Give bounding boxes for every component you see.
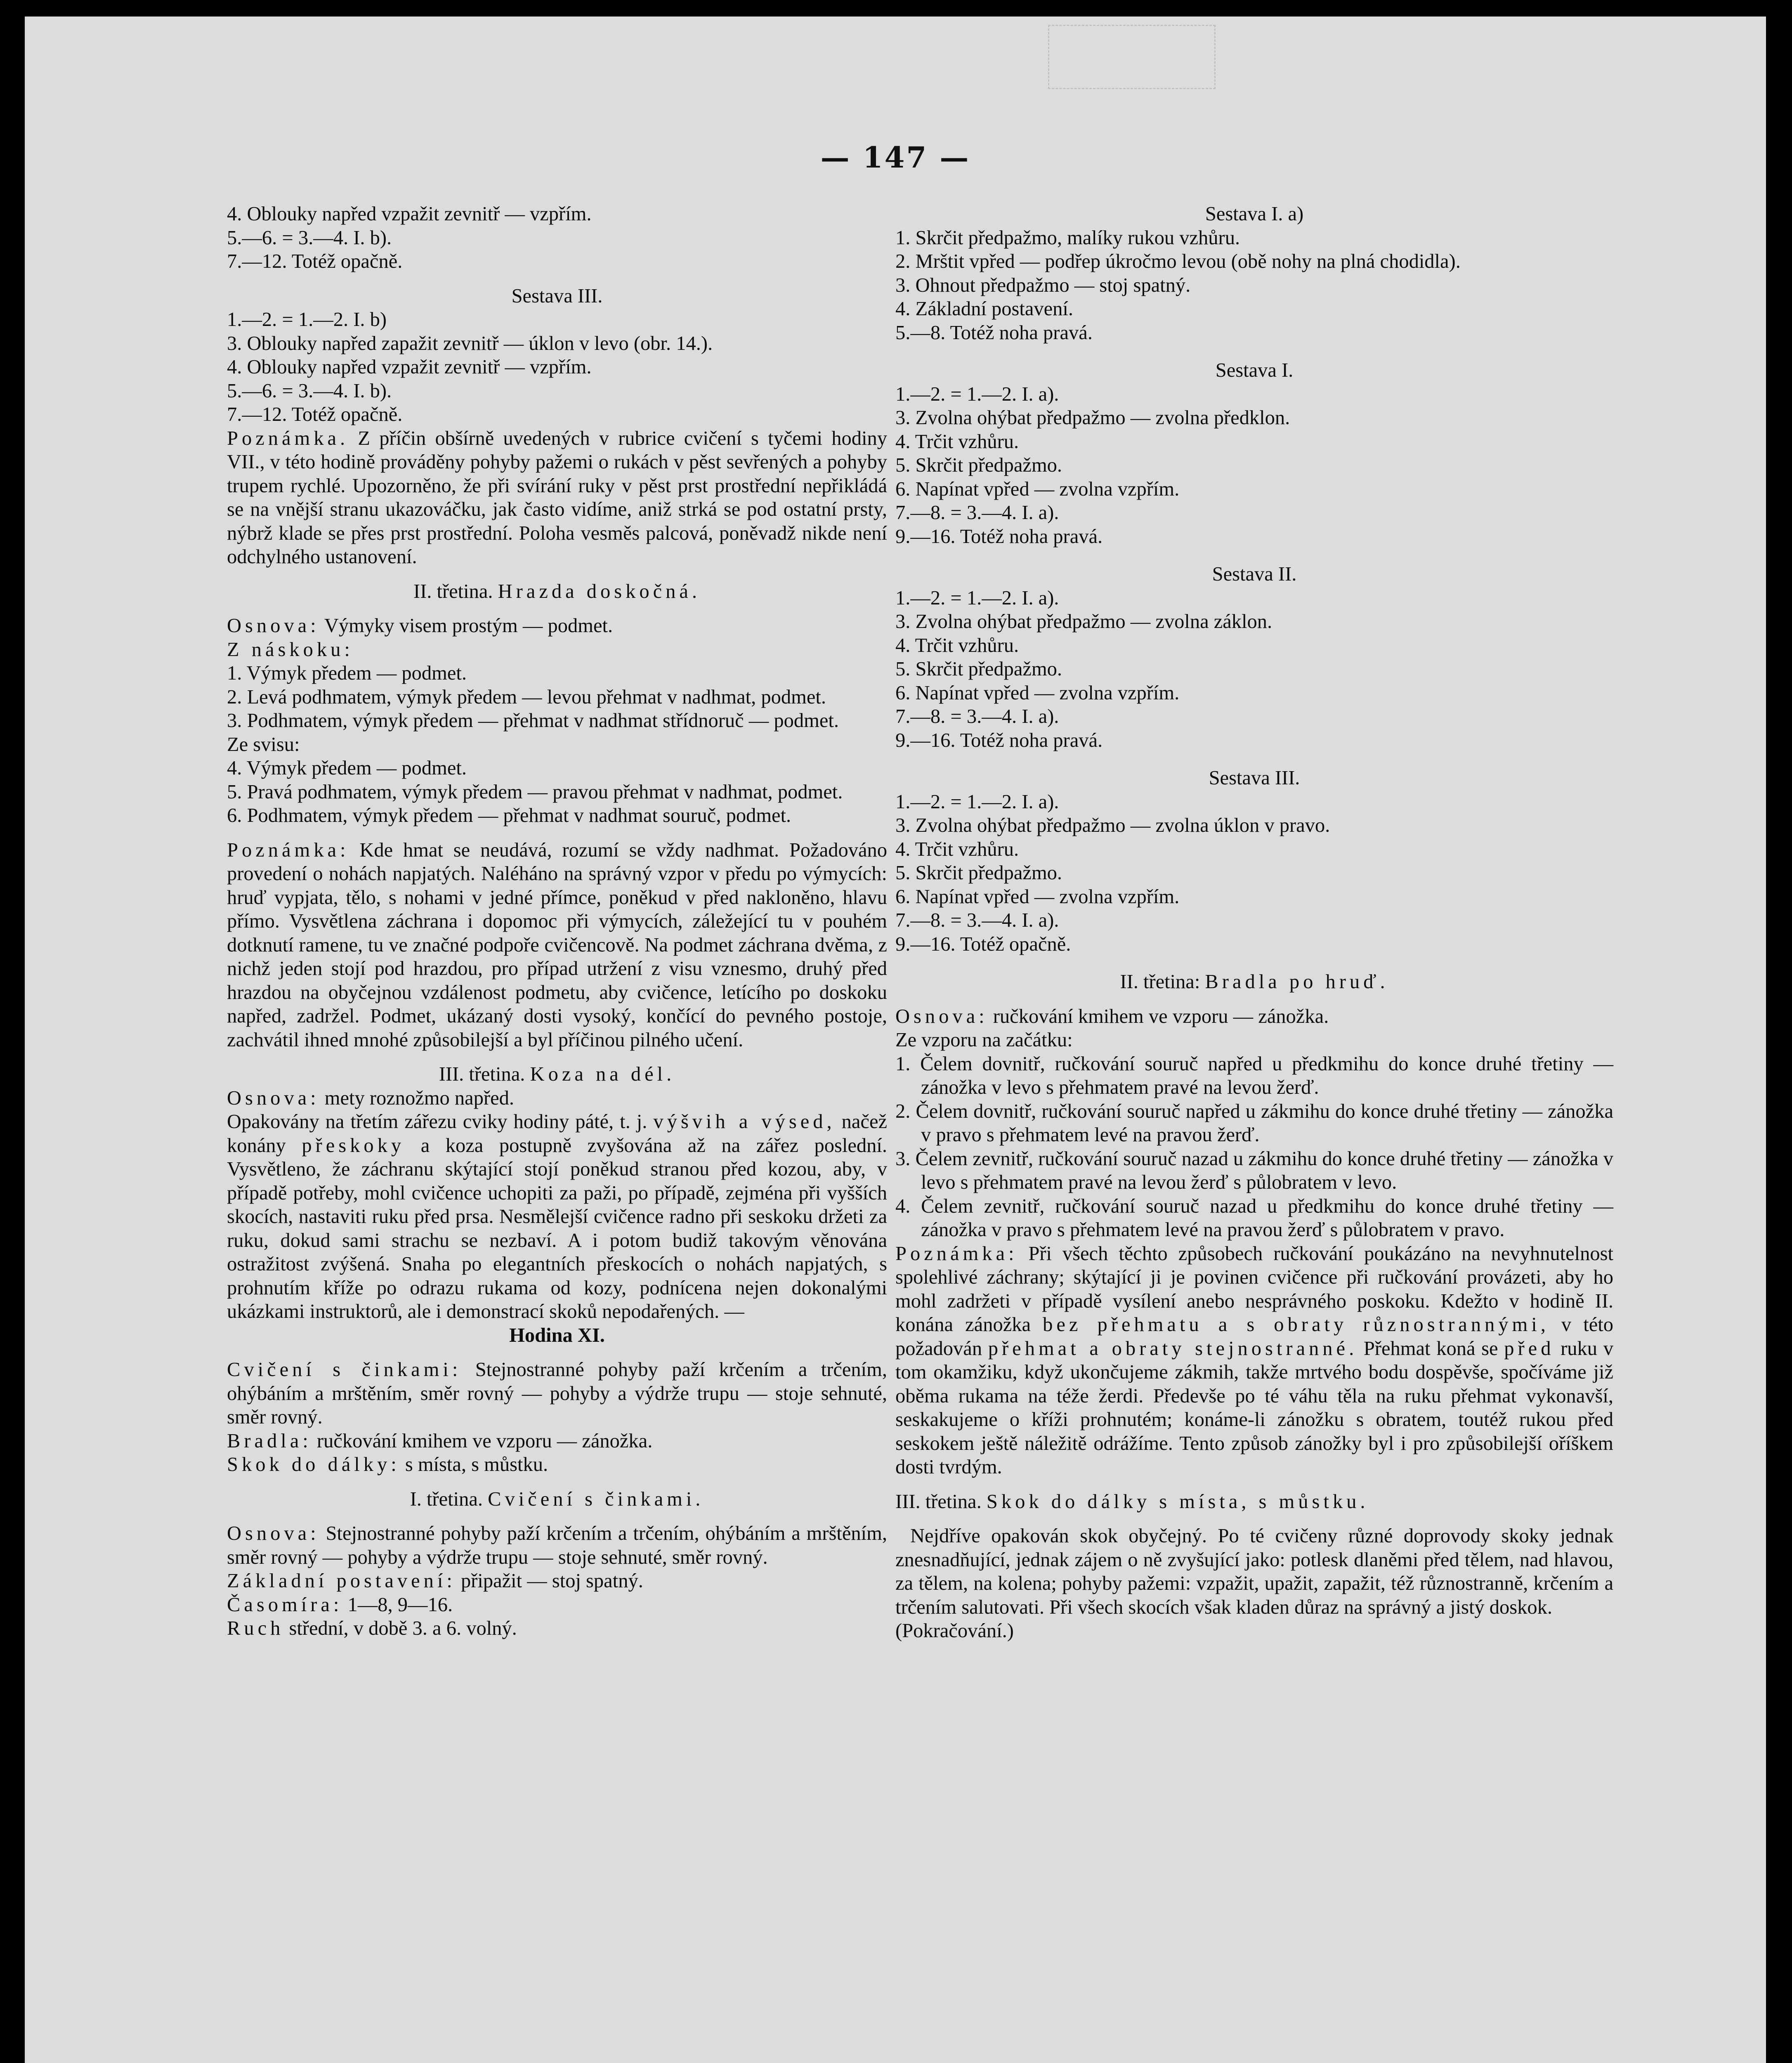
outline-text: mety roznožmo napřed.	[324, 1087, 515, 1109]
list-item: 4. Trčit vzhůru.	[895, 634, 1019, 656]
section-heading	[227, 1487, 887, 1511]
program-label: Skok do dálky:	[227, 1454, 400, 1475]
program-line	[227, 1453, 887, 1477]
note-paragraph	[895, 1242, 1613, 1479]
page-scan	[25, 17, 1766, 2063]
outline-line	[227, 1086, 887, 1110]
hour-heading: Hodina XI.	[509, 1324, 605, 1346]
list-item: 3. Podhmatem, výmyk předem — přehmat v nadhmat střídnoruč — podmet.	[227, 710, 839, 732]
text-line: 4. Oblouky napřed vzpažit zevnitř — vzpřím.	[227, 356, 592, 378]
continuation-note: (Pokračování.)	[895, 1620, 1014, 1642]
note-text: Z příčin obšírně uvedených v rubrice cvičení s tyčemi hodiny VII., v této hodině prováděny pohyby pažemi o rukách v pěst sevřených a pohyby trupem rychlé. Upozorněno, že při svírání ruky v pěst prst prostřední nepřikládá se na vnější stranu ukazováčku, jak často vidíme, aniž strká se pod ostatní prsty, nýbrž klade se přes prst prostřední. Poloha vesměs palcová, poněvadž nikde není odchylného ustanovení.	[227, 427, 888, 568]
note-label: Poznámka.	[227, 427, 349, 449]
text-line: 1.—2. = 1.—2. I. b)	[227, 309, 387, 330]
text-run: ruku v tom okamžiku, když ukončujeme zákmih, takže mrtvého bodu dospěvše, spočíváme již oběma rukama na téže žerdi. Předevše po té váhu těla na ruku přehmat vykonavší, seskakujeme o kříži prohnutém; konáme-li zánožku s obratem, toutéž rukou před seskokem ještě náležitě odrážíme. Tento způsob zánožky byl i pro způsobilejší oříškem dosti tvrdým.	[895, 1337, 1613, 1478]
program-line	[227, 1569, 887, 1593]
text-line: 5.—6. = 3.—4. I. b).	[227, 227, 392, 249]
heading-title: Skok do dálky s místa, s můstku.	[986, 1490, 1369, 1513]
list-item: 3. Čelem zevnitř, ručkování souruč nazad u zákmihu do konce druhé třetiny — zánožka v levo s přehmatem pravé na levou žerď s půlobratem v levo.	[895, 1147, 1614, 1193]
program-label: Časomíra:	[227, 1593, 343, 1616]
outline-label: Osnova:	[895, 1005, 988, 1027]
list-item: 9.—16. Totéž opačně.	[895, 933, 1071, 955]
subheading: Z náskoku:	[227, 638, 354, 661]
text-run: v této požadován	[895, 1314, 1613, 1360]
program-text: 1—8, 9—16.	[347, 1593, 453, 1616]
list-item: 1. Výmyk předem — podmet.	[227, 662, 467, 684]
program-label: Ruch	[227, 1617, 284, 1639]
list-item: 4. Čelem zevnitř, ručkování souruč nazad u předkmihu do konce druhé třetiny — zánožka v pravo s přehmatem levé na pravou žerď s půlobratem v pravo.	[895, 1195, 1613, 1241]
program-line	[227, 1429, 887, 1453]
program-label: Základní postavení:	[227, 1570, 456, 1592]
text-line: 4. Oblouky napřed vzpažit zevnitř — vzpřím.	[227, 203, 592, 225]
outline-line	[227, 614, 887, 638]
list-item: 3. Zvolna ohýbat předpažmo — zvolna úklon v pravo.	[895, 814, 1330, 836]
library-stamp-mark	[1048, 25, 1216, 89]
heading-part: I. třetina.	[410, 1488, 483, 1510]
list-item: 1. Čelem dovnitř, ručkování souruč napřed u předkmihu do konce druhé třetiny — zánožka v levo s přehmatem pravé na levou žerď.	[895, 1053, 1613, 1098]
subheading: Ze vzporu na začátku:	[895, 1029, 1073, 1051]
list-item: 1.—2. = 1.—2. I. a).	[895, 383, 1059, 405]
right-column	[895, 202, 1613, 1643]
list-item: 4. Trčit vzhůru.	[895, 838, 1019, 860]
list-item: 5. Skrčit předpažmo.	[895, 454, 1062, 476]
program-text: s místa, s můstku.	[405, 1454, 548, 1475]
section-heading: Sestava III.	[1209, 767, 1300, 789]
note-label: Poznámka:	[227, 839, 349, 861]
outline-text: Stejnostranné pohyby paží krčením a trčením, ohýbáním a mrštěním, směr rovný — pohyby a výdrže trupu — stoje sehnuté, směr rovný.	[227, 1522, 888, 1568]
list-item: 5. Pravá podhmatem, výmyk předem — pravou přehmat v nadhmat, podmet.	[227, 781, 843, 803]
section-heading	[895, 970, 1613, 994]
text-run: Opakovány na třetím zářezu cviky hodiny páté, t. j.	[227, 1111, 647, 1133]
heading-title: Bradla po hruď.	[1205, 971, 1389, 993]
text-run: načež konány	[227, 1111, 888, 1157]
spaced-term: výšvih a výsed,	[653, 1111, 836, 1133]
subheading: Ze svisu:	[227, 733, 300, 755]
list-item: 9.—16. Totéž noha pravá.	[895, 729, 1103, 751]
spaced-term: před	[1504, 1337, 1555, 1360]
list-item: 9.—16. Totéž noha pravá.	[895, 525, 1103, 548]
program-line	[227, 1593, 887, 1617]
section-heading	[227, 580, 887, 604]
heading-title: Hrazda doskočná.	[498, 580, 701, 602]
section-heading: Sestava I. a)	[1205, 203, 1304, 225]
text-run: Při všech těchto způsobech ručkování poukázáno na nevyhnutelnost spolehlivé záchrany; skýtající ji je povinen cvičence při ručkování provázeti, aby ho mohl zadržeti v případě vysílení anebo nesprávného poskoku. Kdežto v hodině II. konána zánožka	[895, 1242, 1613, 1336]
text-line: 5.—6. = 3.—4. I. b).	[227, 380, 392, 402]
spaced-term: přehmat a obraty stejnostranné.	[988, 1337, 1358, 1360]
text-run: a koza postupně zvyšována až na zářez poslední. Vysvětleno, že záchranu skýtající stojí poněkud stranou před kozou, aby, v případě potřeby, mohl cvičence uchopiti za paži, po případě, zejména při vyšších skocích, nastaviti ruku před prsa. Nesmělejší cvičence radno při seskoku držeti za ruku, dokud sami strachu se nezbaví. A i potom budiž takovým věnována ostražitost zvýšená. Snaha po elegantních přeskocích o nohách napjatých, s prohnutím kříže po odrazu rukama od kozy, podnícena nejen dokonalými ukázkami instruktorů, ale i demonstrací skoků nepodařených. —	[227, 1134, 887, 1322]
list-item: 2. Levá podhmatem, výmyk předem — levou přehmat v nadhmat, podmet.	[227, 686, 826, 708]
program-text: střední, v době 3. a 6. volný.	[289, 1617, 517, 1639]
body-paragraph	[227, 1110, 887, 1324]
left-column	[227, 202, 887, 1640]
list-item: 7.—8. = 3.—4. I. a).	[895, 909, 1059, 931]
program-label: Bradla:	[227, 1430, 312, 1452]
outline-label: Osnova:	[227, 1522, 320, 1544]
list-item: 4. Základní postavení.	[895, 298, 1074, 320]
list-item: 5.—8. Totéž noha pravá.	[895, 321, 1093, 344]
outline-text: Výmyky visem prostým — podmet.	[324, 615, 613, 637]
list-item: 6. Podhmatem, výmyk předem — přehmat v nadhmat souruč, podmet.	[227, 805, 791, 826]
text-line: 3. Oblouky napřed zapažit zevnitř — úklon v levo (obr. 14.).	[227, 332, 713, 354]
text-line: 7.—12. Totéž opačně.	[227, 404, 403, 425]
program-text: připažit — stoj spatný.	[460, 1570, 643, 1592]
heading-part: III. třetina.	[439, 1063, 525, 1085]
program-line	[227, 1617, 887, 1640]
list-item: 1.—2. = 1.—2. I. a).	[895, 791, 1059, 813]
section-heading: Sestava II.	[1212, 563, 1297, 585]
page-number: — 147 —	[820, 140, 970, 175]
program-text: Stejnostranné pohyby paží krčením a trčením, ohýbáním a mrštěním, směr rovný — pohyby a výdrže trupu — stoje sehnuté, směr rovný.	[227, 1359, 887, 1428]
text-line: 7.—12. Totéž opačně.	[227, 250, 403, 272]
program-line	[227, 1358, 887, 1429]
body-paragraph: Nejdříve opakován skok obyčejný. Po té cvičeny různé doprovody skoky jednak znesnadňující, jednak zájem o ně zvyšující jako: potlesk dlaněmi před tělem, nad hlavou, za tělem, na kolena; pohyby pažemi: vzpažit, upažit, zapažit, též různostranně, krčením a trčením salutovati. Při všech skocích však kladen důraz na správný a jistý doskok.	[895, 1525, 1613, 1618]
list-item: 6. Napínat vpřed — zvolna vzpřím.	[895, 682, 1180, 704]
list-item: 2. Mrštit vpřed — podřep úkročmo levou (obě nohy na plná chodidla).	[895, 250, 1461, 272]
heading-part: II. třetina:	[1120, 971, 1200, 993]
list-item: 7.—8. = 3.—4. I. a).	[895, 502, 1059, 524]
note-text: Kde hmat se neudává, rozumí se vždy nadhmat. Požadováno provedení o nohách napjatých. Naléháno na správný vzpor v předu po výmycích: hruď vypjata, tělo, s nohami v jedné přímce, poněkud v před nakloněno, hlavu přímo. Vysvětlena záchrana i dopomoc při výmycích, záležející tu v pouhém dotknutí ramene, tu ve značné podpoře cvičencově. Na podmet záchrana dvěma, z nichž jeden stojí pod hrazdou, pro případ utržení z visu vznesmo, druhý před hrazdou na obyčejnou vzdálenost podmetu, aby cvičence, letícího po doskoku napřed, zadržel. Podmet, ukázaný dosti vysoký, končící do pevného postoje, zachvátil ihned mnohé způsobilejší a byl příčinou pilného učení.	[227, 839, 888, 1051]
outline-text: ručkování kmihem ve vzporu — zánožka.	[993, 1005, 1329, 1027]
list-item: 3. Zvolna ohýbat předpažmo — zvolna záklon.	[895, 611, 1273, 633]
section-heading: Sestava I.	[1215, 359, 1294, 381]
program-label: Cvičení s činkami:	[227, 1359, 462, 1381]
list-item: 7.—8. = 3.—4. I. a).	[895, 706, 1059, 727]
outline-label: Osnova:	[227, 1087, 320, 1109]
list-item: 1. Skrčit předpažmo, malíky rukou vzhůru.	[895, 227, 1240, 249]
section-heading: Sestava III.	[511, 285, 603, 307]
heading-title: Koza na dél.	[530, 1063, 675, 1085]
heading-part: III. třetina.	[895, 1490, 982, 1513]
spaced-term: bez přehmatu a s obraty různostrannými,	[1043, 1314, 1549, 1336]
section-heading	[227, 1062, 887, 1086]
text-run: Přehmat koná se	[1363, 1337, 1498, 1360]
list-item: 6. Napínat vpřed — zvolna vzpřím.	[895, 885, 1180, 908]
outline-line	[895, 1005, 1613, 1029]
program-text: ručkování kmihem ve vzporu — zánožka.	[316, 1430, 653, 1452]
note-paragraph	[227, 427, 887, 569]
section-heading	[895, 1490, 1613, 1514]
list-item: 4. Výmyk předem — podmet.	[227, 757, 467, 779]
list-item: 5. Skrčit předpažmo.	[895, 658, 1062, 680]
list-item: 5. Skrčit předpažmo.	[895, 862, 1062, 884]
outline-line	[227, 1522, 887, 1569]
heading-part: II. třetina.	[413, 580, 493, 602]
list-item: 3. Ohnout předpažmo — stoj spatný.	[895, 274, 1191, 296]
list-item: 2. Čelem dovnitř, ručkování souruč napřed u zákmihu do konce druhé třetiny — zánožka v pravo s přehmatem levé na pravou žerď.	[895, 1100, 1613, 1146]
heading-title: Cvičení s činkami.	[488, 1488, 704, 1510]
note-paragraph	[227, 838, 887, 1052]
outline-label: Osnova:	[227, 615, 320, 637]
spaced-term: přeskoky	[302, 1134, 405, 1157]
list-item: 6. Napínat vpřed — zvolna vzpřím.	[895, 478, 1180, 500]
list-item: 1.—2. = 1.—2. I. a).	[895, 587, 1059, 609]
list-item: 3. Zvolna ohýbat předpažmo — zvolna předklon.	[895, 407, 1290, 429]
list-item: 4. Trčit vzhůru.	[895, 430, 1019, 453]
note-label: Poznámka:	[895, 1242, 1018, 1265]
